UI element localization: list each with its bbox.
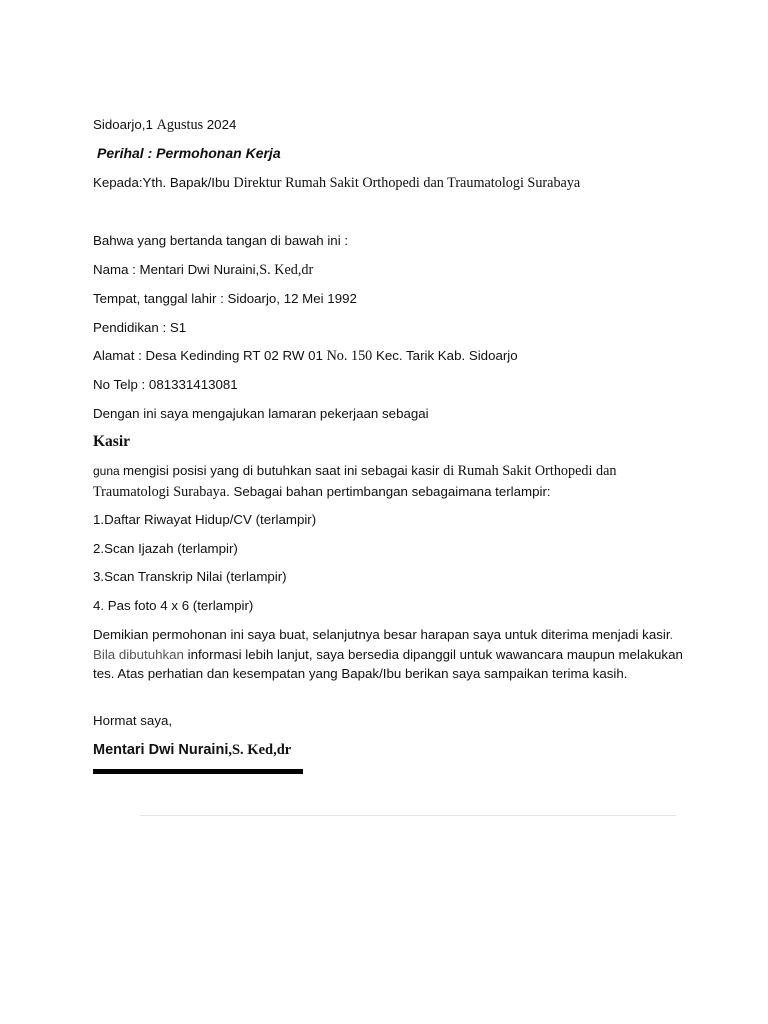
purpose-text-b: mengisi posisi yang di butuhkan saat ini sebagai kasir	[123, 463, 444, 478]
place-date-text: Sidoarjo,1	[93, 117, 157, 132]
closing-text-b: . Bila dibutuhkan	[93, 627, 674, 662]
place-date	[93, 116, 236, 134]
intro-line: Bahwa yang bertanda tangan di bawah ini :	[93, 233, 349, 248]
subject-line: Perihal : Permohonan Kerja	[97, 145, 281, 161]
closing-paragraph	[93, 625, 683, 684]
signature-underline	[93, 769, 303, 774]
attachment-item: 2.Scan Ijazah (terlampir)	[93, 541, 238, 556]
attachment-item: 4. Pas foto 4 x 6 (terlampir)	[93, 598, 254, 613]
position-title: Kasir	[93, 433, 131, 450]
address-line	[93, 347, 518, 365]
attachment-item: 3.Scan Transkrip Nilai (terlampir)	[93, 569, 287, 584]
closing-text-c: informasi lebih lanjut, saya bersedia dipanggil untuk wawancara maupun melakukan tes. Atas perhatian dan kesempatan yang Bapak/Ibu berikan saya sampaikan terima kasih.	[93, 646, 683, 681]
purpose-paragraph	[93, 461, 683, 502]
recipient-salutation: Kepada:Yth. Bapak/Ibu	[93, 175, 234, 190]
recipient-institution: Direktur Rumah Sakit Orthopedi dan Traumatologi Surabaya	[233, 175, 581, 191]
name-text: Nama : Mentari Dwi Nuraini,	[93, 262, 260, 277]
apply-line: Dengan ini saya mengajukan lamaran pekerjaan sebagai	[93, 406, 429, 421]
birth-line: Tempat, tanggal lahir : Sidoarjo, 12 Mei 1992	[93, 291, 357, 306]
address-district: Kec. Tarik Kab. Sidoarjo	[372, 348, 518, 363]
purpose-text-d: . Sebagai bahan pertimbangan sebagaimana terlampir:	[226, 483, 551, 499]
name-line	[93, 261, 313, 279]
regards-line: Hormat saya,	[93, 713, 173, 728]
place-date-year: 2024	[203, 117, 237, 132]
closing-text-a: Demikian permohonan ini saya buat, selanjutnya besar harapan saya untuk diterima menjadi kasir	[93, 627, 670, 642]
education-line: Pendidikan : S1	[93, 320, 187, 335]
purpose-text-a: guna	[93, 464, 124, 478]
purpose-text-c: di Rumah Sakit Orthopedi dan Traumatologi Surabaya	[93, 463, 617, 500]
place-date-month: Agustus	[156, 117, 204, 133]
address-text: Alamat : Desa Kedinding RT 02 RW 01	[93, 348, 327, 363]
signature-degree: ,S. Ked,dr	[228, 742, 292, 758]
phone-line: No Telp : 081331413081	[93, 377, 238, 392]
signature-block	[93, 741, 291, 759]
attachment-item: 1.Daftar Riwayat Hidup/CV (terlampir)	[93, 512, 317, 527]
address-number: No. 150	[326, 348, 373, 364]
page-divider	[140, 815, 676, 816]
name-degree: S. Ked,dr	[259, 262, 314, 278]
recipient-line	[93, 174, 580, 192]
signature-name: Mentari Dwi Nuraini	[93, 742, 229, 758]
